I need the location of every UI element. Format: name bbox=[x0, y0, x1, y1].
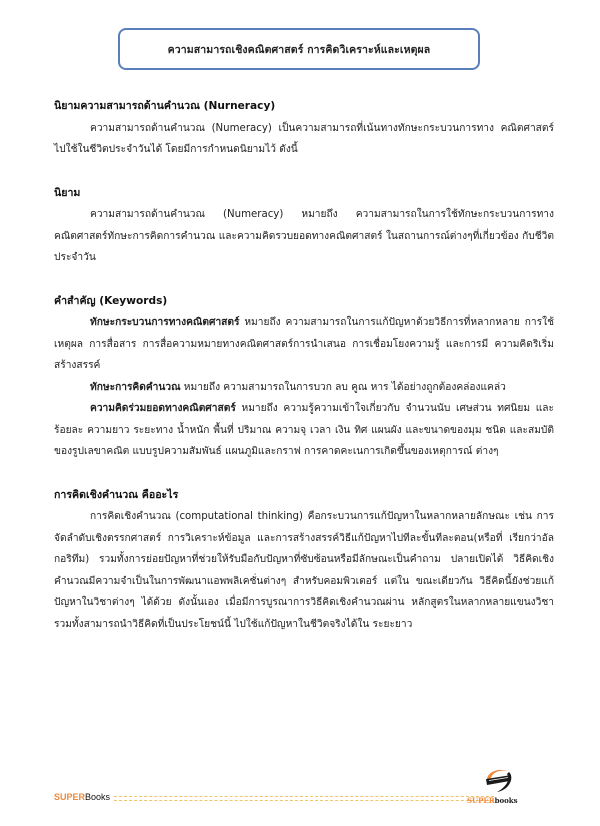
footer-dashed-rule bbox=[114, 796, 494, 801]
section-heading-numeracy-definition: นิยามความสามารถด้านคำนวณ (Nurneracy) bbox=[54, 100, 276, 112]
footer-brand bbox=[54, 792, 110, 802]
title-box bbox=[118, 28, 480, 70]
section-heading-computational-thinking: การคิดเชิงคำนวณ คืออะไร bbox=[54, 488, 179, 501]
keyword-definition: หมายถึง ความสามารถในการแก้ปัญหาด้วยวิธีการที่หลากหลาย การใช้เหตุผล การสื่อสาร การสื่อความหมายทางคณิตศาสตร์การนำเสนอ การเชื่อมโยงความรู้ และการมี ความคิดริเริ่มสร้างสรรค์ bbox=[54, 317, 554, 371]
paragraph-text: การคิดเชิงคำนวณ (computational thinking) คือกระบวนการแก้ปัญหาในหลากหลายลักษณะ เช่น การจัดลำดับเชิงตรรกศาสตร์ การวิเคราะห์ข้อมูล และการสร้างสรรค์วิธีแก้ปัญหาไปทีละขั้นทีละตอน(หรือที่ เรียกว่าอัลกอริทึม) รวมทั้งการย่อยปัญหาที่ช่วยให้รับมือกับปัญหาที่ซับซ้อนหรือมีลักษณะเป็นคำถาม ปลายเปิดได้ วิธีคิดเชิงคำนวณมีความจำเป็นในการพัฒนาแอพพลิเคชั่นต่างๆ สำหรับคอมพิวเตอร์ แต่ใน ขณะเดียวกัน วิธีคิดนี้ยังช่วยแก้ปัญหาในวิชาต่างๆ ได้ด้วย ดังนั้นเอง เมื่อมีการบูรณาการวิธีคิดเชิงคำนวณผ่าน หลักสูตรในหลากหลายแขนงวิชา รวมทั้งสามารถนำวิธีคิดที่เป็นประโยชน์นี้ ไปใช้แก้ปัญหาในชีวิตจริงได้ใน ระยะยาว bbox=[54, 511, 554, 630]
keyword-term: ความคิดร่วมยอดทางคณิตศาสตร์ bbox=[90, 403, 236, 414]
section-heading-keywords: คำสำคัญ (Keywords) bbox=[54, 294, 168, 307]
logo-super: SUPER bbox=[467, 796, 495, 805]
keyword-definition: หมายถึง ความรู้ความเข้าใจเกี่ยวกับ จำนวนนับ เศษส่วน ทศนิยม และร้อยละ ความยาว ระยะทาง น้ำหนัก พื้นที่ ปริมาณ ความจุ เวลา เงิน ทิศ แผนผัง และขนาดของมุม ชนิด และสมบัติของรูปเลขาคณิต แบบรูปความสัมพันธ์ แผนภูมิและกราฟ การคาดคะเนการเกิดขึ้นของเหตุการณ์ ต่างๆ bbox=[54, 403, 554, 457]
keyword-entry bbox=[54, 377, 554, 399]
keyword-entry bbox=[54, 398, 554, 463]
paragraph bbox=[54, 118, 554, 161]
page-title: ความสามารถเชิงคณิตศาสตร์ การคิดวิเคราะห์และเหตุผล bbox=[167, 43, 431, 56]
superbooks-logo bbox=[467, 766, 537, 810]
paragraph bbox=[54, 204, 554, 269]
logo-wordmark bbox=[467, 796, 518, 805]
page-footer bbox=[54, 790, 494, 804]
logo-swoosh-icon bbox=[481, 766, 515, 794]
keyword-term: ทักษะกระบวนการทางคณิตศาสตร์ bbox=[90, 317, 240, 328]
logo-books: books bbox=[494, 796, 518, 805]
footer-brand-super: SUPER bbox=[54, 792, 86, 802]
footer-brand-books: Books bbox=[85, 792, 111, 802]
document-body bbox=[54, 96, 554, 635]
section-heading-definition: นิยาม bbox=[54, 186, 81, 199]
paragraph-text: ความสามารถด้านคำนวณ (Numeracy) หมายถึง ความสามารถในการใช้ทักษะกระบวนการทาง คณิตศาสตร์ทักษะการคิดการคำนวณ และความคิดรวบยอดทางคณิตศาสตร์ ในสถานการณ์ต่างๆที่เกี่ยวข้อง กับชีวิตประจำวัน bbox=[54, 209, 554, 263]
paragraph bbox=[54, 506, 554, 635]
keyword-definition: หมายถึง ความสามารถในการบวก ลบ คูณ หาร ได้อย่างถูกต้องคล่องแคล่ว bbox=[180, 381, 506, 393]
keyword-entry bbox=[54, 312, 554, 377]
keyword-term: ทักษะการคิดคำนวณ bbox=[90, 381, 181, 393]
paragraph-text: ความสามารถด้านคำนวณ (Numeracy) เป็นความสามารถที่เน้นทางทักษะกระบวนการทาง คณิตศาสตร์ไปใช้ในชีวิตประจำวันได้ โดยมีการกำหนดนิยามไว้ ดังนี้ bbox=[54, 122, 554, 155]
